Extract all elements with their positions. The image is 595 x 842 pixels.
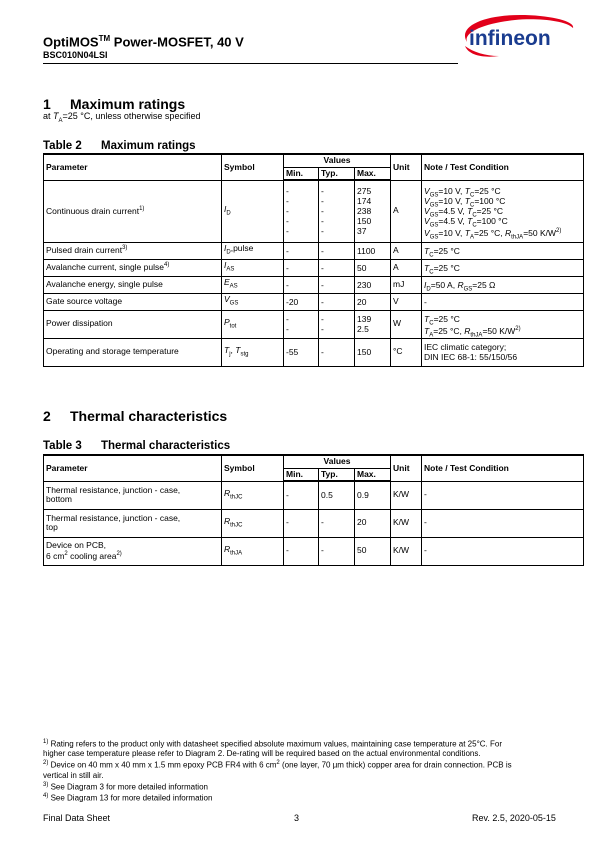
cell-typ: - - [319, 310, 355, 338]
table-row [44, 338, 584, 366]
cell-unit: °C [391, 338, 422, 366]
cell-min: - [284, 537, 319, 565]
cell-unit: K/W [391, 537, 422, 565]
table-row [44, 242, 584, 259]
cell-symbol: $I_{AS}$ [222, 259, 284, 276]
cell-min: -55 [284, 338, 319, 366]
cell-symbol: $I_D,pulse$ [222, 242, 284, 259]
header-divider [43, 63, 458, 64]
cell-max: 139 2.5 [355, 310, 391, 338]
cell-parameter: Power dissipation [44, 310, 222, 338]
thermal-characteristics-table [43, 454, 584, 566]
cell-typ: - [319, 259, 355, 276]
cell-note: $T_C=25$ °C [422, 242, 584, 259]
cell-typ: - [319, 242, 355, 259]
cell-unit: K/W [391, 481, 422, 509]
cell-max: 20 [355, 293, 391, 310]
cell-unit: A [391, 180, 422, 242]
col-max: Max. [355, 468, 391, 481]
cell-max: 1100 [355, 242, 391, 259]
cell-typ: - [319, 537, 355, 565]
cell-unit: mJ [391, 276, 422, 293]
section-1-subtitle: at $T_A=25$ °C, unless otherwise specified [43, 111, 201, 124]
document-title: OptiMOS™ Power-MOSFET, 40 V [43, 34, 244, 50]
table-row [44, 481, 584, 509]
cell-symbol: $I_D$ [222, 180, 284, 242]
col-unit: Unit [391, 154, 422, 180]
cell-note: - [422, 293, 584, 310]
cell-min: - [284, 509, 319, 537]
footnote-item: $^{2)}$ Device on 40 mm x 40 mm x 1.5 mm epoxy PCB FR4 with 6 $cm^2$ (one layer, 70 µm thick) copper area for drain connection. PCB is vertical in still air. [43, 760, 512, 780]
cell-max: 20 [355, 509, 391, 537]
col-parameter: Parameter [44, 455, 222, 481]
cell-unit: A [391, 259, 422, 276]
cell-parameter: Thermal resistance, junction - case, top [44, 509, 222, 537]
cell-typ: - [319, 293, 355, 310]
cell-note: - [422, 509, 584, 537]
col-max: Max. [355, 167, 391, 180]
cell-unit: W [391, 310, 422, 338]
cell-note: $T_C=25$ °C $T_A=25$ °C, $R_{thJA}=50$ $K/W^{2)}$ [422, 310, 584, 338]
cell-parameter: Device on PCB, 6 $cm^2$ cooling area$^{2)}$ [44, 537, 222, 565]
section-2-heading: 2 Thermal characteristics [43, 408, 228, 424]
col-symbol: Symbol [222, 455, 284, 481]
cell-note: IEC climatic category; DIN IEC 68-1: 55/150/56 [422, 338, 584, 366]
cell-parameter: Gate source voltage [44, 293, 222, 310]
cell-symbol: $R_{thJC}$ [222, 509, 284, 537]
cell-note: - [422, 537, 584, 565]
cell-typ: - [319, 509, 355, 537]
cell-parameter: Avalanche energy, single pulse [44, 276, 222, 293]
cell-symbol: $R_{thJC}$ [222, 481, 284, 509]
cell-min: -20 [284, 293, 319, 310]
cell-unit: A [391, 242, 422, 259]
maximum-ratings-table [43, 153, 584, 367]
footer-revision: Rev. 2.5, 2020-05-15 [472, 813, 556, 823]
cell-note: $V_{GS}=10$ V, $T_C=25$ °C $V_{GS}=10$ V, $T_C=100$ °C $V_{GS}=4.5$ V, $T_C=25$ °C $V_{GS}=4.5$ V, $T_C=100$ °C $V_{GS}=10$ V, $T_A=25$ °C, $R_{thJA}=50$ $K/W^{2)}$ [422, 180, 584, 242]
cell-parameter: Thermal resistance, junction - case, bottom [44, 481, 222, 509]
cell-symbol: $P_{tot}$ [222, 310, 284, 338]
col-parameter: Parameter [44, 154, 222, 180]
footer-doc-type: Final Data Sheet [43, 813, 111, 823]
footnotes [43, 738, 523, 803]
cell-note: - [422, 481, 584, 509]
table-row [44, 276, 584, 293]
table-row [44, 180, 584, 242]
cell-note: $I_D=50$ A, $R_{GS}=25$ Ω [422, 276, 584, 293]
cell-min: - [284, 481, 319, 509]
footnote-item: $^{4)}$ See Diagram 13 for more detailed information [43, 792, 213, 803]
footer-page-number: 3 [294, 813, 300, 823]
cell-unit: V [391, 293, 422, 310]
col-typ: Typ. [319, 167, 355, 180]
cell-min: - - [284, 310, 319, 338]
cell-parameter: Pulsed drain current$^{3)}$ [44, 242, 222, 259]
cell-typ: - [319, 276, 355, 293]
table-row [44, 310, 584, 338]
footnote-item: $^{3)}$ See Diagram 3 for more detailed information [43, 781, 208, 792]
cell-parameter: Operating and storage temperature [44, 338, 222, 366]
cell-symbol: $V_{GS}$ [222, 293, 284, 310]
col-values: Values [284, 455, 391, 468]
cell-typ: 0.5 [319, 481, 355, 509]
cell-max: 0.9 [355, 481, 391, 509]
col-note: Note / Test Condition [422, 154, 584, 180]
cell-typ: - [319, 338, 355, 366]
cell-parameter: Continuous drain current$^{1)}$ [44, 180, 222, 242]
col-typ: Typ. [319, 468, 355, 481]
table-row [44, 293, 584, 310]
cell-parameter: Avalanche current, single pulse$^{4)}$ [44, 259, 222, 276]
cell-symbol: $R_{thJA}$ [222, 537, 284, 565]
table-row [44, 259, 584, 276]
table-3-caption: Table 3 Thermal characteristics [43, 440, 231, 452]
cell-unit: K/W [391, 509, 422, 537]
cell-max: 230 [355, 276, 391, 293]
cell-max: 150 [355, 338, 391, 366]
cell-min: - [284, 259, 319, 276]
col-min: Min. [284, 167, 319, 180]
cell-symbol: $E_{AS}$ [222, 276, 284, 293]
col-note: Note / Test Condition [422, 455, 584, 481]
col-values: Values [284, 154, 391, 167]
cell-max: 50 [355, 259, 391, 276]
table-row [44, 509, 584, 537]
table-row [44, 537, 584, 565]
cell-max: 50 [355, 537, 391, 565]
col-unit: Unit [391, 455, 422, 481]
cell-min: - [284, 242, 319, 259]
cell-typ: - - - - - [319, 180, 355, 242]
footnote-item: $^{1)}$ Rating refers to the product only with datasheet specified absolute maximum values, maintaining case temperature at 25°C. For higher case temperature please refer to Diagram 2. De-rating will be required based on the actual environmental conditions. [43, 739, 502, 759]
cell-note: $T_C=25$ °C [422, 259, 584, 276]
table-2-caption: Table 2 Maximum ratings [43, 140, 196, 152]
part-number: BSC010N04LSI [43, 50, 108, 60]
infineon-logo [455, 12, 579, 60]
cell-max: 275 174 238 150 37 [355, 180, 391, 242]
col-min: Min. [284, 468, 319, 481]
logo-wordmark: infineon [469, 27, 551, 50]
col-symbol: Symbol [222, 154, 284, 180]
cell-min: - - - - - [284, 180, 319, 242]
cell-min: - [284, 276, 319, 293]
section-1-heading: 1 Maximum ratings [43, 96, 186, 112]
cell-symbol: $T_j$, $T_{stg}$ [222, 338, 284, 366]
